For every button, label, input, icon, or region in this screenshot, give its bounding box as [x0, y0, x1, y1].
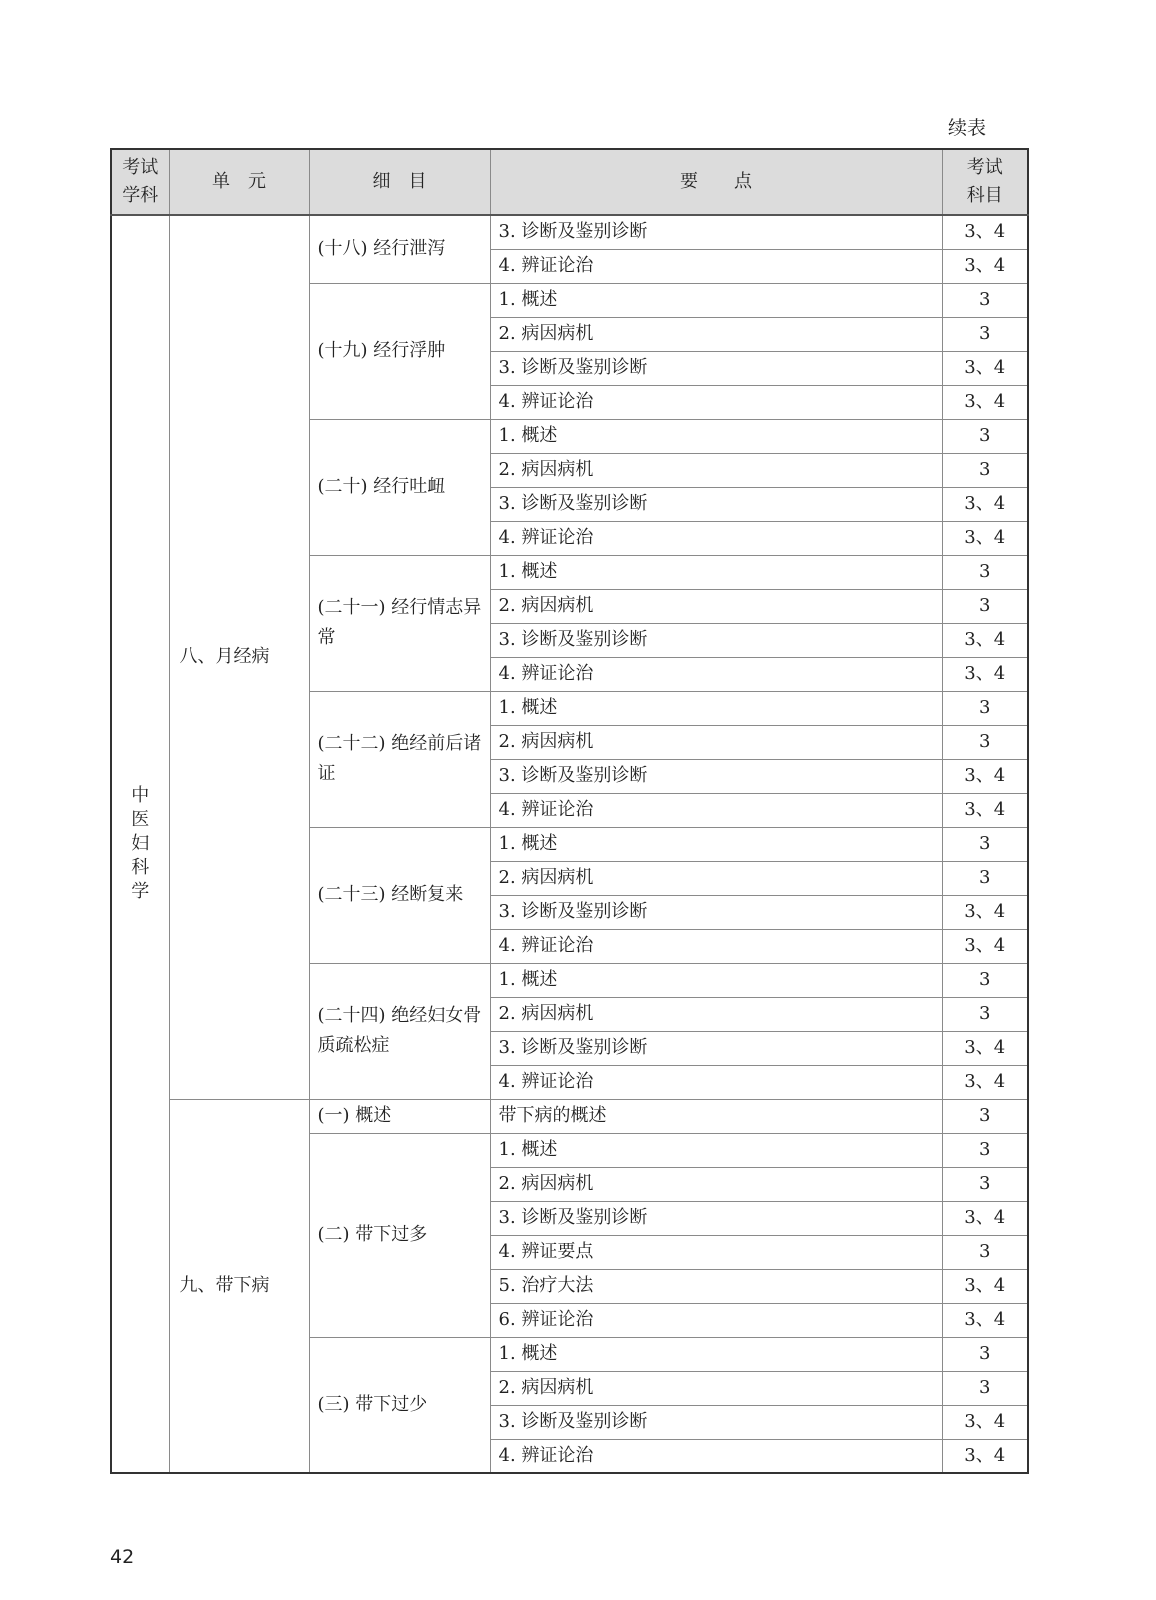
- header-code: 考试科目: [942, 149, 1028, 215]
- point-cell: 3. 诊断及鉴别诊断: [490, 895, 942, 929]
- code-cell: 3、4: [942, 657, 1028, 691]
- item-cell: (二十) 经行吐衄: [309, 419, 490, 555]
- item-cell: (二十三) 经断复来: [309, 827, 490, 963]
- point-cell: 4. 辨证论治: [490, 385, 942, 419]
- code-cell: 3: [942, 589, 1028, 623]
- point-cell: 3. 诊断及鉴别诊断: [490, 1405, 942, 1439]
- point-cell: 1. 概述: [490, 555, 942, 589]
- point-cell: 5. 治疗大法: [490, 1269, 942, 1303]
- code-cell: 3、4: [942, 1439, 1028, 1473]
- code-cell: 3: [942, 1099, 1028, 1133]
- point-cell: 4. 辨证论治: [490, 793, 942, 827]
- point-cell: 2. 病因病机: [490, 725, 942, 759]
- code-cell: 3: [942, 317, 1028, 351]
- point-cell: 6. 辨证论治: [490, 1303, 942, 1337]
- continued-label: 续表: [947, 117, 986, 139]
- unit-cell: 八、月经病: [169, 215, 309, 1099]
- unit-cell: 九、带下病: [169, 1099, 309, 1473]
- point-cell: 1. 概述: [490, 963, 942, 997]
- page-number: 42: [110, 1546, 135, 1568]
- code-cell: 3、4: [942, 929, 1028, 963]
- point-cell: 4. 辨证论治: [490, 929, 942, 963]
- code-cell: 3: [942, 997, 1028, 1031]
- item-cell: (二) 带下过多: [309, 1133, 490, 1337]
- code-cell: 3: [942, 1235, 1028, 1269]
- header-point: 要 点: [490, 149, 942, 215]
- code-cell: 3、4: [942, 1269, 1028, 1303]
- code-cell: 3、4: [942, 1201, 1028, 1235]
- code-cell: 3、4: [942, 1405, 1028, 1439]
- item-cell: (二十四) 绝经妇女骨质疏松症: [309, 963, 490, 1099]
- code-cell: 3、4: [942, 521, 1028, 555]
- code-cell: 3、4: [942, 759, 1028, 793]
- code-cell: 3、4: [942, 385, 1028, 419]
- item-cell: (十八) 经行泄泻: [309, 215, 490, 283]
- point-cell: 1. 概述: [490, 1337, 942, 1371]
- code-cell: 3: [942, 419, 1028, 453]
- point-cell: 1. 概述: [490, 827, 942, 861]
- table-row: [111, 1099, 1028, 1133]
- point-cell: 2. 病因病机: [490, 453, 942, 487]
- code-cell: 3: [942, 1337, 1028, 1371]
- header-unit: 单 元: [169, 149, 309, 215]
- code-cell: 3、4: [942, 215, 1028, 249]
- code-cell: 3、4: [942, 1065, 1028, 1099]
- table-body: [111, 215, 1028, 1473]
- point-cell: 3. 诊断及鉴别诊断: [490, 759, 942, 793]
- point-cell: 4. 辨证论治: [490, 249, 942, 283]
- item-cell: (一) 概述: [309, 1099, 490, 1133]
- code-cell: 3、4: [942, 249, 1028, 283]
- code-cell: 3: [942, 555, 1028, 589]
- point-cell: 2. 病因病机: [490, 1167, 942, 1201]
- code-cell: 3: [942, 691, 1028, 725]
- code-cell: 3: [942, 453, 1028, 487]
- code-cell: 3: [942, 827, 1028, 861]
- point-cell: 3. 诊断及鉴别诊断: [490, 1201, 942, 1235]
- subject-cell: 中医妇科学: [111, 215, 169, 1473]
- code-cell: 3: [942, 283, 1028, 317]
- point-cell: 4. 辨证论治: [490, 1065, 942, 1099]
- point-cell: 2. 病因病机: [490, 997, 942, 1031]
- syllabus-table: [110, 148, 1029, 1474]
- code-cell: 3: [942, 725, 1028, 759]
- point-cell: 4. 辨证论治: [490, 521, 942, 555]
- point-cell: 带下病的概述: [490, 1099, 942, 1133]
- item-cell: (三) 带下过少: [309, 1337, 490, 1473]
- code-cell: 3、4: [942, 1303, 1028, 1337]
- item-cell: (二十二) 绝经前后诸证: [309, 691, 490, 827]
- code-cell: 3、4: [942, 623, 1028, 657]
- header-subject: 考试学科: [111, 149, 169, 215]
- item-cell: (二十一) 经行情志异常: [309, 555, 490, 691]
- code-cell: 3: [942, 861, 1028, 895]
- point-cell: 3. 诊断及鉴别诊断: [490, 1031, 942, 1065]
- code-cell: 3、4: [942, 895, 1028, 929]
- table-row: [111, 215, 1028, 249]
- point-cell: 2. 病因病机: [490, 317, 942, 351]
- code-cell: 3: [942, 1133, 1028, 1167]
- item-cell: (十九) 经行浮肿: [309, 283, 490, 419]
- header-item: 细 目: [309, 149, 490, 215]
- code-cell: 3: [942, 1371, 1028, 1405]
- code-cell: 3: [942, 963, 1028, 997]
- code-cell: 3、4: [942, 1031, 1028, 1065]
- point-cell: 2. 病因病机: [490, 589, 942, 623]
- point-cell: 2. 病因病机: [490, 1371, 942, 1405]
- point-cell: 3. 诊断及鉴别诊断: [490, 487, 942, 521]
- point-cell: 4. 辨证论治: [490, 1439, 942, 1473]
- point-cell: 3. 诊断及鉴别诊断: [490, 215, 942, 249]
- point-cell: 2. 病因病机: [490, 861, 942, 895]
- code-cell: 3、4: [942, 793, 1028, 827]
- point-cell: 1. 概述: [490, 283, 942, 317]
- code-cell: 3: [942, 1167, 1028, 1201]
- code-cell: 3、4: [942, 351, 1028, 385]
- point-cell: 4. 辨证要点: [490, 1235, 942, 1269]
- code-cell: 3、4: [942, 487, 1028, 521]
- point-cell: 4. 辨证论治: [490, 657, 942, 691]
- point-cell: 3. 诊断及鉴别诊断: [490, 623, 942, 657]
- point-cell: 1. 概述: [490, 1133, 942, 1167]
- point-cell: 3. 诊断及鉴别诊断: [490, 351, 942, 385]
- point-cell: 1. 概述: [490, 691, 942, 725]
- point-cell: 1. 概述: [490, 419, 942, 453]
- header-row: [111, 149, 1028, 215]
